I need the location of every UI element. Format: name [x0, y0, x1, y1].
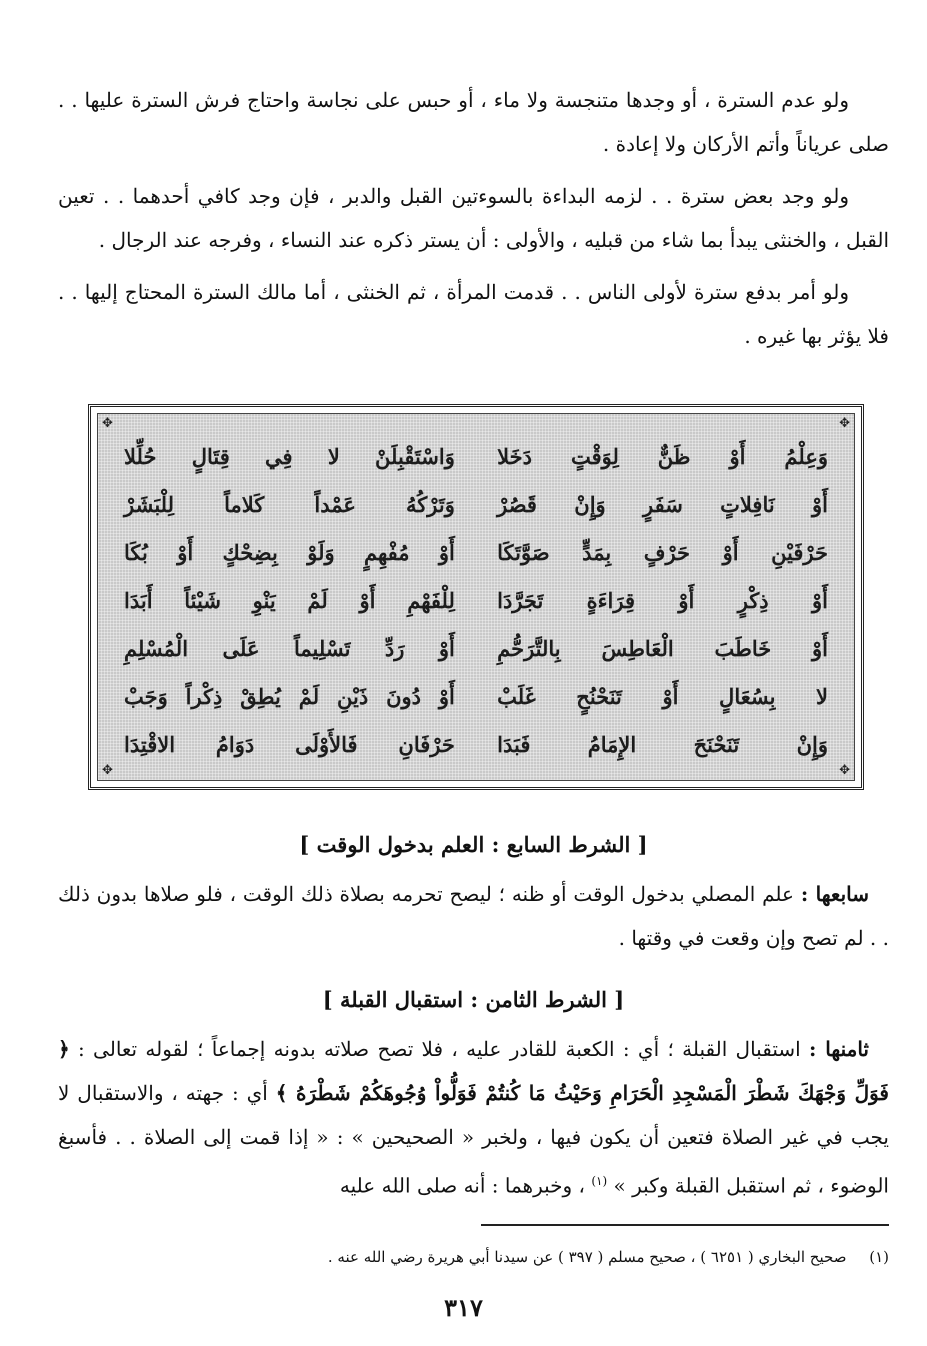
- poem-frame: [88, 404, 864, 790]
- verse-second-half: أَوْ دُونَ ذَيْنِ لَمْ يُطِقْ ذِكْراً وَجَبْ: [124, 683, 455, 709]
- verse-second-half: أَوْ مُفْهِمٍ وَلَوْ بِضِحْكٍ أَوْ بُكَا: [124, 539, 455, 565]
- section-heading-7: [ الشرط السابع : العلم بدخول الوقت ]: [299, 832, 648, 857]
- ornament-top-right-icon: ✥: [839, 416, 850, 431]
- verse-first-half: وَعِلْمُ أَوْ ظَنٌّ لِوَقْتٍ دَخَلا: [497, 443, 828, 469]
- footnote: [58, 1245, 889, 1269]
- verse-first-half: أَوْ ذِكْرٍ أَوْ قِرَاءَةٍ تَجَرَّدَا: [497, 587, 828, 613]
- paragraph-lead: سابعها :: [800, 882, 869, 906]
- quran-verse: ﴿ فَوَلِّ وَجْهَكَ شَطْرَ الْمَسْجِدِ الْحَرَامِ وَحَيْثُ مَا كُنتُمْ فَوَلُّواْ وُجُوهَكُمْ شَطْرَهُ ﴾: [58, 1037, 889, 1105]
- paragraph-2: ولو وجد بعض سترة . . لزمه البداءة بالسوءتين القبل والدبر ، فإن وجد كافي أحدهما . . تعين القبل ، والخنثى يبدأ بما شاء من قبليه ، والأولى : أن يستر ذكره عند النساء ، وفرجه عند الرجال .: [58, 184, 889, 252]
- verse-second-half: وَاسْتَقْبِلَنْ لا فِي قِتَالٍ حُلِّلا: [124, 443, 455, 469]
- paragraph-body: علم المصلي بدخول الوقت أو ظنه ؛ ليصح تحرمه بصلاة ذلك الوقت ، فلو صلاها بدون ذلك . . لم تصح وإن وقعت في وقتها .: [58, 882, 889, 950]
- section-7: [58, 830, 889, 960]
- ornament-bottom-left-icon: ✥: [102, 763, 113, 778]
- verse-first-half: لا بِسُعَالٍ أَوْ تَنَحْنُحٍ غَلَبْ: [497, 683, 828, 709]
- poem-verse: [124, 576, 828, 624]
- ornament-top-left-icon: ✥: [102, 416, 113, 431]
- verse-first-half: وَإِنْ تَنَحْنَحَ الإِمَامُ فَبَدَا: [497, 731, 828, 757]
- footnote-text: صحيح البخاري ( ٦٢٥١ ) ، صحيح مسلم ( ٣٩٧ ) عن سيدنا أبي هريرة رضي الله عنه .: [327, 1248, 847, 1266]
- section-heading-8: [ الشرط الثامن : استقبال القبلة ]: [322, 987, 625, 1012]
- paragraph-8: [58, 1027, 889, 1208]
- ornament-bottom-right-icon: ✥: [839, 763, 850, 778]
- verse-second-half: وَتَرْكُهُ عَمْداً كَلاماً لِلْبَشَرْ: [124, 491, 455, 517]
- poem-verse: [124, 432, 828, 480]
- footnote-number: (١): [869, 1248, 889, 1266]
- page-number: ٣١٧: [444, 1293, 483, 1322]
- paragraph-7: [58, 872, 889, 960]
- paragraph-lead: ثامنها :: [808, 1037, 869, 1061]
- verse-second-half: لِلْفَهْمِ أَوْ لَمْ يَنْوِ شَيْئاً أَبَدَا: [124, 587, 455, 613]
- paragraph-3: ولو أمر بدفع سترة لأولى الناس . . قدمت المرأة ، ثم الخنثى ، أما مالك السترة المحتاج إليها . . فلا يؤثر بها غيره .: [58, 280, 889, 348]
- poem-box: [97, 413, 855, 781]
- poem-verse: [124, 480, 828, 528]
- paragraph-1: ولو عدم السترة ، أو وجدها متنجسة ولا ماء ، أو حبس على نجاسة واحتاج فرش السترة عليها . . صلى عرياناً وأتم الأركان ولا إعادة .: [58, 88, 889, 156]
- verse-second-half: حَرْفَانِ فَالأَوْلَى دَوَامُ الاقْتِدَا: [124, 731, 455, 757]
- top-text: [58, 78, 889, 358]
- paragraph-body: ، وخبرهما : أنه صلى الله عليه: [339, 1173, 585, 1198]
- section-8: [58, 985, 889, 1208]
- poem-verse: [124, 528, 828, 576]
- footnote-divider: [481, 1224, 889, 1226]
- paragraph-body: أي : جهته ، والاستقبال لا يجب في غير الصلاة فتعين أن يكون فيها ، ولخبر « الصحيحين » : « إذا قمت إلى الصلاة . . فأسبغ الوضوء ، ثم استقبل القبلة وكبر »: [58, 1081, 889, 1198]
- verse-first-half: أَوْ خَاطَبَ الْعَاطِسَ بِالتَّرَحُّمِ: [497, 635, 828, 661]
- poem-verse: [124, 720, 828, 768]
- paragraph-body: استقبال القبلة ؛ أي : الكعبة للقادر عليه ، فلا تصح صلاته بدونه إجماعاً ؛ لقوله تعالى :: [69, 1037, 801, 1061]
- verse-first-half: أَوْ نَافِلاتٍ سَفَرٍ وَإِنْ قَصُرْ: [497, 491, 828, 517]
- poem-verse: [124, 672, 828, 720]
- footnote-ref[interactable]: (١): [591, 1174, 608, 1188]
- verse-first-half: حَرْفَيْنِ أَوْ حَرْفٍ بِمَدٍّ صَوَّتَكَا: [497, 539, 828, 565]
- poem-verse: [124, 624, 828, 672]
- verse-second-half: أَوْ رَدِّ تَسْلِيماً عَلَى الْمُسْلِمِ: [124, 635, 455, 661]
